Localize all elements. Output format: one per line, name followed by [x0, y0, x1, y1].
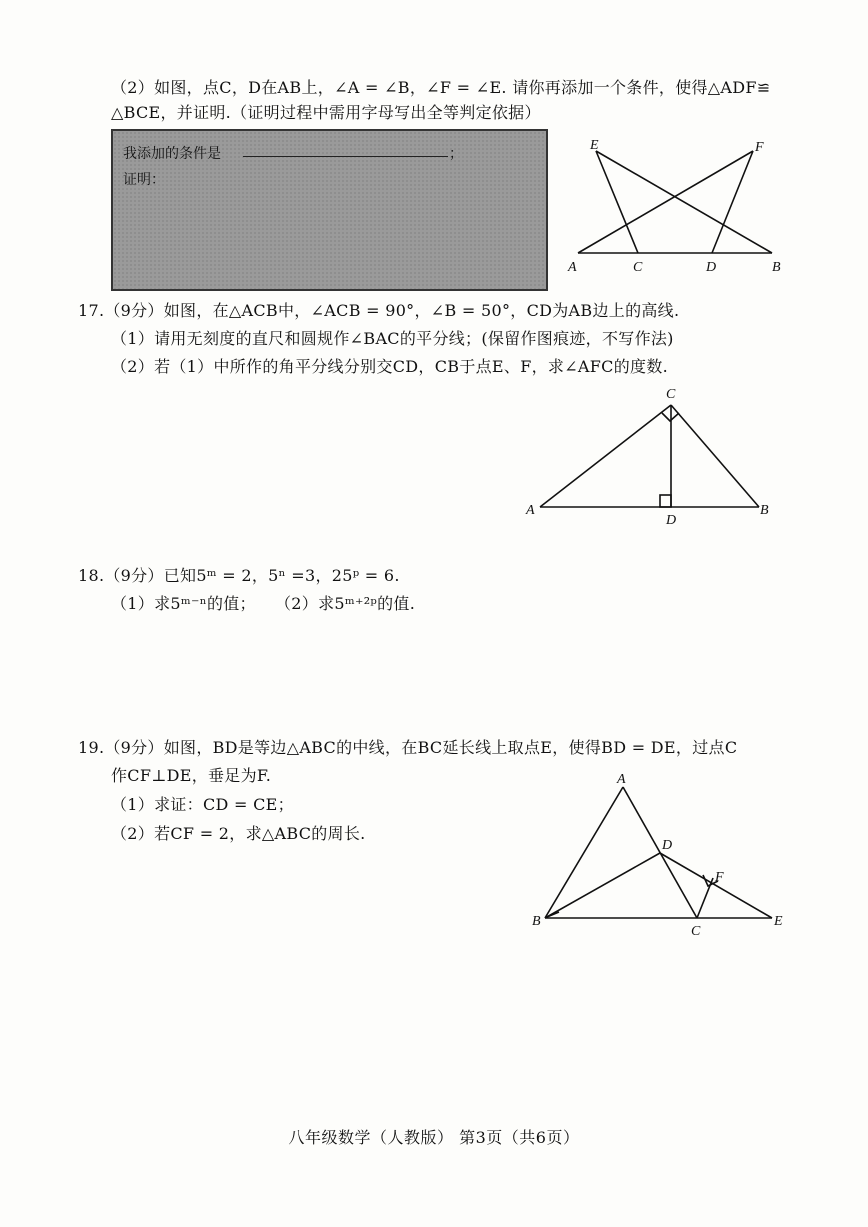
fig19-label-c: C — [691, 924, 701, 939]
segment-eb — [596, 151, 772, 253]
box-condition-label: 我添加的条件是 — [123, 146, 221, 162]
fig19-label-d: D — [662, 838, 673, 853]
segment-ac-19 — [623, 787, 697, 918]
figure-17 — [520, 383, 790, 528]
segment-af — [578, 151, 753, 253]
q17-stem: 17.（9分）如图，在△ACB中，∠ACB = 90°，∠B = 50°，CD为AB边上的高线. — [78, 301, 680, 320]
figure-19 — [525, 765, 800, 940]
fig16-label-d: D — [706, 260, 717, 275]
fig16-label-a: A — [568, 260, 577, 275]
figure-16 — [560, 135, 800, 280]
q16-part2-line1: （2）如图，点C，D在AB上，∠A = ∠B，∠F = ∠E. 请你再添加一个条件，使得△ADF≌ — [111, 78, 771, 97]
q17-part1: （1）请用无刻度的直尺和圆规作∠BAC的平分线；(保留作图痕迹，不写作法) — [111, 329, 674, 348]
box-semicolon: ； — [449, 146, 463, 162]
fig16-label-f: F — [755, 140, 764, 155]
segment-ac-17 — [540, 405, 671, 507]
q19-part1: （1）求证：CD = CE； — [111, 795, 294, 814]
fig19-label-e: E — [774, 914, 783, 929]
fig16-label-c: C — [633, 260, 643, 275]
fig17-label-d: D — [666, 513, 677, 528]
answer-box[interactable] — [111, 129, 548, 291]
segment-bd-19 — [545, 853, 660, 918]
segment-cb-17 — [671, 405, 759, 507]
fig17-label-c: C — [666, 387, 676, 402]
q19-part2: （2）若CF = 2，求△ABC的周长. — [111, 824, 366, 843]
q19-stem-line2: 作CF⊥DE，垂足为F. — [111, 766, 272, 785]
segment-de-19 — [660, 853, 772, 918]
page-footer: 八年级数学（人教版） 第3页（共6页） — [288, 1128, 580, 1147]
fig16-label-b: B — [772, 260, 781, 275]
right-angle-mark-d — [660, 495, 671, 507]
fig16-label-e: E — [590, 138, 599, 153]
q18-part1: （1）求5ᵐ⁻ⁿ的值； — [111, 594, 256, 613]
fig19-label-b: B — [532, 914, 541, 929]
fig19-label-a: A — [617, 772, 626, 787]
q16-part2-line2: △BCE，并证明.（证明过程中需用字母写出全等判定依据） — [111, 103, 541, 122]
condition-blank[interactable] — [243, 156, 448, 157]
segment-ab-19 — [545, 787, 623, 918]
q18-part2: （2）求5ᵐ⁺²ᵖ的值. — [275, 594, 416, 613]
fig17-label-a: A — [526, 503, 535, 518]
box-proof-label: 证明： — [123, 172, 165, 188]
q18-stem: 18.（9分）已知5ᵐ = 2，5ⁿ =3，25ᵖ = 6. — [78, 566, 400, 585]
fig19-label-f: F — [715, 870, 724, 885]
q19-stem-line1: 19.（9分）如图，BD是等边△ABC的中线，在BC延长线上取点E，使得BD = DE，过点C — [78, 738, 738, 757]
q17-part2: （2）若（1）中所作的角平分线分别交CD，CB于点E、F，求∠AFC的度数. — [111, 357, 669, 376]
segment-ec — [596, 151, 638, 253]
fig17-label-b: B — [760, 503, 769, 518]
